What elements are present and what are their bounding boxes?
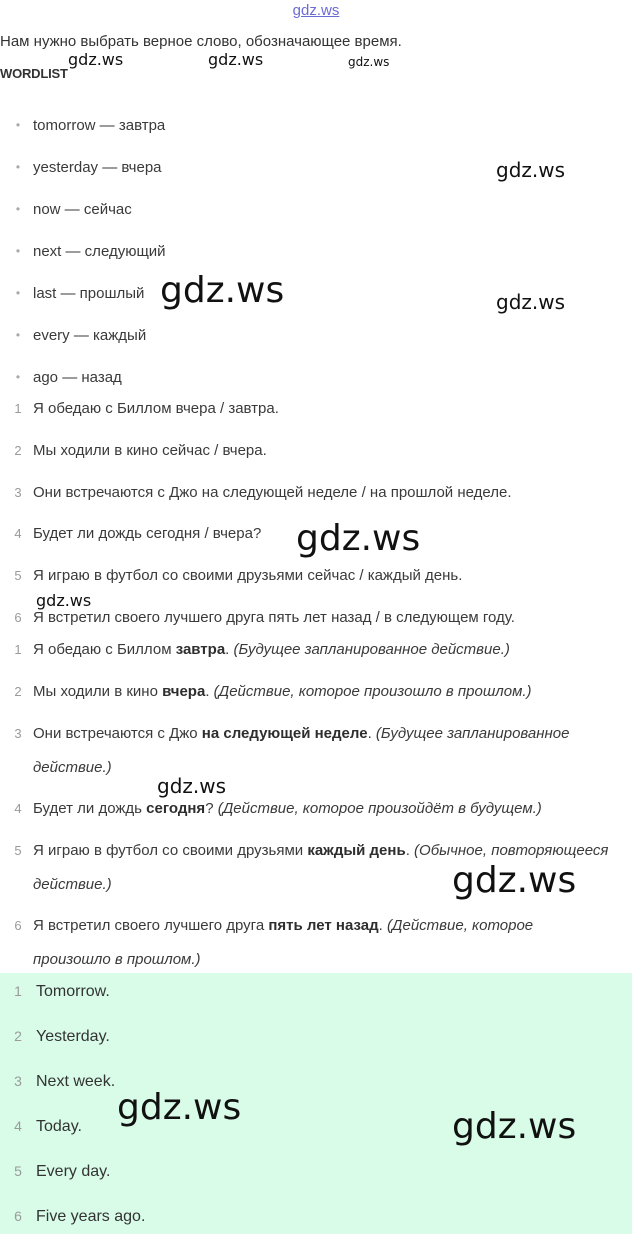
sentence-text: Мы ходили в кино сейчас / вчера.	[33, 442, 267, 459]
answer-word: сегодня	[146, 800, 206, 817]
item-number: 1	[14, 401, 22, 416]
answer-word: вчера	[162, 683, 206, 700]
item-number: 5	[14, 1163, 22, 1179]
answer-word: на следующей неделе	[201, 725, 368, 742]
watermark: gdz.ws	[452, 860, 577, 901]
item-number: 1	[14, 983, 22, 999]
bullet-icon: •	[15, 118, 21, 132]
answer-text: Tomorrow.	[36, 983, 110, 1000]
answer-text: Next week.	[36, 1073, 116, 1090]
intro-text: Нам нужно выбрать верное слово, обозначающее время.	[0, 33, 402, 50]
answer-word: каждый день	[307, 842, 406, 859]
answer-word: пять лет назад	[268, 917, 379, 934]
answer-text: Yesterday.	[36, 1028, 110, 1045]
item-number: 5	[14, 843, 22, 858]
answer-text: Five years ago.	[36, 1208, 146, 1225]
sentence-text: Я обедаю с Биллом вчера / завтра.	[33, 400, 279, 417]
item-number: 4	[14, 1118, 22, 1134]
item-number: 3	[14, 1073, 22, 1089]
explanation-punct: .	[367, 725, 376, 742]
wordlist-item-text: next — следующий	[33, 243, 166, 260]
bullet-icon: •	[15, 370, 21, 384]
explanation-punct: ?	[205, 800, 218, 817]
bullet-icon: •	[15, 286, 21, 300]
sentence-text: Будет ли дождь сегодня / вчера?	[33, 525, 262, 542]
watermark: gdz.ws	[452, 1106, 577, 1147]
explanation-punct: .	[225, 641, 234, 658]
item-number: 5	[14, 568, 22, 583]
answers-panel	[0, 973, 632, 1234]
watermark: gdz.ws	[496, 290, 566, 314]
bullet-icon: •	[15, 244, 21, 258]
explanation-punct: .	[378, 917, 387, 934]
bullet-icon: •	[15, 160, 21, 174]
wordlist-item-text: tomorrow — завтра	[33, 117, 166, 134]
answer-text: Every day.	[36, 1163, 111, 1180]
explanation-note: (Действие, которое произошло в прошлом.)	[33, 917, 534, 968]
site-link[interactable]: gdz.ws	[292, 2, 340, 19]
watermark: gdz.ws	[296, 518, 421, 559]
bullet-icon: •	[15, 202, 21, 216]
sentence-text: Они встречаются с Джо на следующей неделе / на прошлой неделе.	[33, 484, 512, 501]
item-number: 2	[14, 684, 22, 699]
watermark: gdz.ws	[496, 158, 566, 182]
watermark: gdz.ws	[348, 55, 390, 69]
sentence-text: Я играю в футбол со своими друзьями сейчас / каждый день.	[33, 567, 463, 584]
item-number: 6	[14, 918, 22, 933]
item-number: 6	[14, 610, 22, 625]
bullet-icon: •	[15, 328, 21, 342]
explanation-note: (Действие, которое произошло в прошлом.)	[213, 683, 532, 700]
wordlist-heading: WORDLIST	[0, 66, 68, 81]
explanation-note: (Будущее запланированное действие.)	[233, 641, 510, 658]
answer-text: Today.	[36, 1118, 82, 1135]
item-number: 3	[14, 726, 22, 741]
explanation-note: (Будущее запланированное действие.)	[33, 725, 570, 776]
wordlist-item-text: ago — назад	[33, 369, 122, 386]
item-number: 2	[14, 1028, 22, 1044]
wordlist-item-text: now — сейчас	[33, 201, 132, 218]
explanation-text: Они встречаются с Джо	[33, 725, 202, 742]
explanation-punct: .	[205, 683, 214, 700]
item-number: 1	[14, 642, 22, 657]
explanation-text: Я обедаю с Биллом	[33, 641, 176, 658]
watermark: gdz.ws	[157, 774, 227, 798]
wordlist-item-text: every — каждый	[33, 327, 147, 344]
item-number: 6	[14, 1208, 22, 1224]
explanation-note: (Действие, которое произойдёт в будущем.)	[217, 800, 542, 817]
watermark: gdz.ws	[208, 50, 264, 69]
answer-word: завтра	[175, 641, 226, 658]
sentence-text: Я встретил своего лучшего друга пять лет назад / в следующем году.	[33, 609, 515, 626]
wordlist-item-text: last — прошлый	[33, 285, 145, 302]
watermark: gdz.ws	[36, 591, 92, 610]
item-number: 4	[14, 801, 22, 816]
item-number: 3	[14, 485, 22, 500]
explanation-text: Мы ходили в кино	[33, 683, 163, 700]
watermark: gdz.ws	[117, 1087, 242, 1128]
item-number: 2	[14, 443, 22, 458]
explanation-text: Будет ли дождь	[33, 800, 147, 817]
explanation-text: Я играю в футбол со своими друзьями	[33, 842, 308, 859]
explanation-note: (Обычное, повторяющееся действие.)	[33, 842, 609, 893]
wordlist-item-text: yesterday — вчера	[33, 159, 162, 176]
explanation-punct: .	[405, 842, 415, 859]
item-number: 4	[14, 526, 22, 541]
explanation-text: Я встретил своего лучшего друга	[33, 917, 269, 934]
watermark: gdz.ws	[68, 50, 124, 69]
watermark: gdz.ws	[160, 270, 285, 311]
